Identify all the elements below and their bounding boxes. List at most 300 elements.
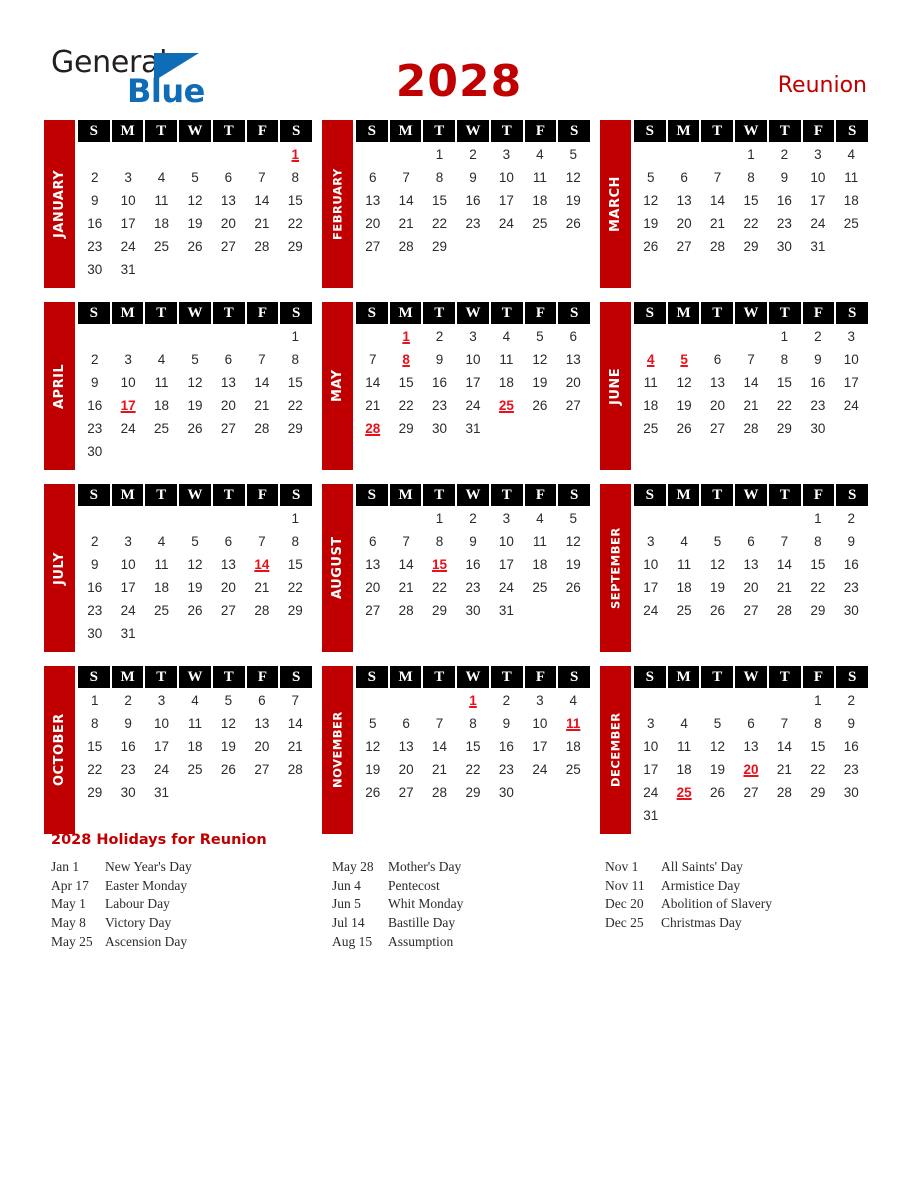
day-cell-empty bbox=[734, 689, 767, 712]
day-cell-holiday: 5 bbox=[680, 352, 688, 367]
day-cells bbox=[356, 507, 590, 622]
day-cell: 16 bbox=[87, 398, 103, 413]
day-cell: 24 bbox=[843, 398, 859, 413]
day-cell: 30 bbox=[87, 626, 103, 641]
day-cell-empty bbox=[701, 143, 734, 166]
day-cells bbox=[356, 689, 590, 804]
day-cell: 12 bbox=[532, 352, 548, 367]
weekday-header-cell: M bbox=[390, 484, 422, 506]
day-cell: 17 bbox=[120, 216, 136, 231]
weekday-header-row bbox=[78, 484, 312, 506]
month-name-label: AUGUST bbox=[330, 536, 345, 600]
day-cell-empty bbox=[145, 325, 178, 348]
day-cell: 1 bbox=[435, 511, 444, 526]
day-cell-empty bbox=[212, 440, 245, 463]
day-cell: 4 bbox=[680, 534, 688, 549]
day-cell-empty bbox=[178, 440, 211, 463]
day-cell: 8 bbox=[291, 534, 300, 549]
day-cell-empty bbox=[245, 440, 278, 463]
day-cell: 14 bbox=[398, 557, 414, 572]
day-cell: 2 bbox=[469, 147, 477, 162]
day-cell: 3 bbox=[847, 329, 856, 344]
day-cell: 12 bbox=[710, 557, 726, 572]
day-cell: 21 bbox=[776, 580, 792, 595]
month-block bbox=[322, 302, 590, 470]
month-block bbox=[322, 120, 590, 288]
day-cell: 17 bbox=[643, 762, 659, 777]
holiday-date: May 1 bbox=[51, 896, 86, 912]
day-cell: 6 bbox=[402, 716, 410, 731]
day-cell: 23 bbox=[87, 603, 103, 618]
weekday-header-cell: T bbox=[213, 302, 245, 324]
holiday-name: New Year's Day bbox=[105, 859, 192, 875]
weekday-header-cell: W bbox=[735, 120, 767, 142]
day-cell: 22 bbox=[743, 216, 759, 231]
day-cell-empty bbox=[667, 143, 700, 166]
weekday-header-cell: W bbox=[457, 120, 489, 142]
day-cell: 28 bbox=[710, 239, 726, 254]
day-cell-empty bbox=[212, 507, 245, 530]
day-cell: 20 bbox=[398, 762, 414, 777]
day-cell: 4 bbox=[502, 329, 511, 344]
day-cell: 22 bbox=[287, 398, 303, 413]
weekday-header-cell: S bbox=[280, 484, 312, 506]
day-cell: 17 bbox=[643, 580, 659, 595]
day-cell-holiday: 1 bbox=[469, 693, 477, 708]
day-cell: 31 bbox=[465, 421, 481, 436]
month-name-label: MAY bbox=[330, 369, 345, 403]
month-name-label: FEBRUARY bbox=[330, 168, 345, 240]
day-cell: 29 bbox=[287, 421, 303, 436]
day-cell: 20 bbox=[565, 375, 581, 390]
day-cell: 13 bbox=[365, 193, 381, 208]
month-name-label: SEPTEMBER bbox=[608, 527, 623, 609]
day-cell: 22 bbox=[432, 216, 448, 231]
day-cell: 17 bbox=[498, 557, 514, 572]
day-cell: 25 bbox=[154, 421, 170, 436]
day-cell: 27 bbox=[743, 603, 759, 618]
month-day-grid bbox=[634, 120, 868, 258]
day-cell: 12 bbox=[565, 534, 581, 549]
day-cell: 14 bbox=[776, 739, 792, 754]
weekday-header-cell: S bbox=[558, 120, 590, 142]
day-cell: 29 bbox=[287, 603, 303, 618]
day-cell-holiday: 8 bbox=[402, 352, 410, 367]
day-cell-empty bbox=[835, 235, 868, 258]
holiday-name: All Saints' Day bbox=[661, 859, 743, 875]
day-cell: 20 bbox=[220, 398, 236, 413]
day-cell: 21 bbox=[432, 762, 448, 777]
day-cell: 25 bbox=[154, 239, 170, 254]
day-cell-empty bbox=[111, 440, 144, 463]
day-cell: 11 bbox=[187, 716, 202, 731]
holidays-section bbox=[51, 832, 891, 951]
day-cell: 30 bbox=[465, 603, 481, 618]
day-cell: 29 bbox=[287, 239, 303, 254]
day-cell: 29 bbox=[432, 239, 448, 254]
day-cells bbox=[78, 689, 312, 804]
day-cell-empty bbox=[667, 804, 700, 827]
day-cell-empty bbox=[212, 143, 245, 166]
day-cell: 11 bbox=[844, 170, 859, 185]
month-block bbox=[322, 484, 590, 652]
day-cell-holiday: 1 bbox=[291, 147, 300, 162]
holiday-name: Easter Monday bbox=[105, 877, 188, 893]
weekday-header-row bbox=[78, 302, 312, 324]
day-cell: 12 bbox=[710, 739, 726, 754]
day-cell: 5 bbox=[368, 716, 377, 731]
day-cell: 29 bbox=[432, 603, 448, 618]
day-cell: 9 bbox=[847, 716, 856, 731]
weekday-header-cell: M bbox=[112, 120, 144, 142]
month-name-label: NOVEMBER bbox=[330, 711, 345, 789]
day-cell: 18 bbox=[532, 193, 548, 208]
weekday-header-cell: T bbox=[491, 302, 523, 324]
day-cell: 16 bbox=[465, 193, 481, 208]
day-cell: 8 bbox=[814, 716, 822, 731]
holiday-date: Jan 1 bbox=[51, 859, 80, 875]
weekday-header-cell: T bbox=[701, 120, 733, 142]
day-cell: 24 bbox=[498, 580, 514, 595]
month-name-label: OCTOBER bbox=[52, 713, 67, 787]
day-cell: 18 bbox=[676, 580, 692, 595]
day-cell: 30 bbox=[87, 444, 103, 459]
holidays-title: 2028 Holidays for Reunion bbox=[51, 832, 267, 848]
day-cell: 19 bbox=[365, 762, 381, 777]
day-cell: 21 bbox=[287, 739, 303, 754]
weekday-header-cell: S bbox=[280, 666, 312, 688]
day-cell: 6 bbox=[224, 534, 233, 549]
day-cell: 15 bbox=[810, 557, 826, 572]
day-cell: 28 bbox=[254, 421, 270, 436]
month-day-grid bbox=[634, 484, 868, 622]
day-cell: 24 bbox=[498, 216, 514, 231]
holiday-list-item bbox=[605, 895, 883, 914]
day-cell: 19 bbox=[187, 216, 203, 231]
holiday-list-item bbox=[332, 914, 603, 933]
day-cell: 5 bbox=[713, 716, 722, 731]
day-cell: 23 bbox=[843, 762, 859, 777]
holiday-list-item bbox=[51, 895, 328, 914]
weekday-header-row bbox=[634, 302, 868, 324]
holiday-name: Abolition of Slavery bbox=[661, 896, 772, 912]
day-cell-empty bbox=[245, 622, 278, 645]
day-cell: 10 bbox=[154, 716, 170, 731]
day-cell: 30 bbox=[432, 421, 448, 436]
day-cell-empty bbox=[835, 417, 868, 440]
weekday-header-cell: T bbox=[423, 120, 455, 142]
day-cell: 24 bbox=[643, 785, 659, 800]
day-cell: 22 bbox=[432, 580, 448, 595]
holiday-list-item bbox=[332, 877, 603, 896]
day-cell: 8 bbox=[90, 716, 99, 731]
month-block bbox=[44, 484, 312, 652]
day-cell: 13 bbox=[565, 352, 581, 367]
weekday-header-cell: T bbox=[213, 484, 245, 506]
month-day-grid bbox=[634, 666, 868, 827]
day-cell: 29 bbox=[398, 421, 414, 436]
holiday-column bbox=[51, 858, 328, 951]
weekday-header-row bbox=[356, 666, 590, 688]
day-cells bbox=[634, 507, 868, 622]
day-cell: 12 bbox=[365, 739, 381, 754]
day-cell: 27 bbox=[710, 421, 726, 436]
day-cell-empty bbox=[178, 258, 211, 281]
day-cell: 2 bbox=[847, 511, 856, 526]
holiday-list-item bbox=[51, 858, 328, 877]
day-cell: 9 bbox=[90, 193, 99, 208]
day-cell: 19 bbox=[220, 739, 236, 754]
weekday-header-cell: T bbox=[423, 302, 455, 324]
day-cell: 25 bbox=[843, 216, 859, 231]
weekday-header-cell: S bbox=[356, 120, 388, 142]
day-cell-empty bbox=[667, 325, 700, 348]
weekday-header-cell: W bbox=[179, 666, 211, 688]
day-cell: 9 bbox=[124, 716, 132, 731]
day-cell-empty bbox=[523, 417, 556, 440]
day-cell: 22 bbox=[398, 398, 414, 413]
day-cell: 13 bbox=[254, 716, 270, 731]
day-cell: 12 bbox=[643, 193, 659, 208]
day-cell: 19 bbox=[187, 580, 203, 595]
day-cell-empty bbox=[212, 258, 245, 281]
weekday-header-cell: W bbox=[179, 120, 211, 142]
day-cell-holiday: 1 bbox=[402, 329, 410, 344]
weekday-header-cell: S bbox=[78, 666, 110, 688]
day-cell: 2 bbox=[847, 693, 856, 708]
day-cell: 5 bbox=[191, 352, 199, 367]
day-cell: 27 bbox=[676, 239, 692, 254]
day-cell: 22 bbox=[810, 580, 826, 595]
day-cell-empty bbox=[212, 622, 245, 645]
day-cell: 2 bbox=[502, 693, 511, 708]
day-cell: 23 bbox=[843, 580, 859, 595]
weekday-header-cell: T bbox=[213, 666, 245, 688]
holiday-date: Jun 5 bbox=[332, 896, 361, 912]
holiday-date: May 8 bbox=[51, 915, 86, 931]
day-cell-empty bbox=[456, 235, 489, 258]
day-cell: 10 bbox=[498, 534, 514, 549]
weekday-header-row bbox=[356, 120, 590, 142]
weekday-header-cell: T bbox=[701, 666, 733, 688]
day-cell: 26 bbox=[565, 216, 581, 231]
day-cell-empty bbox=[212, 325, 245, 348]
day-cell: 8 bbox=[747, 170, 755, 185]
month-block bbox=[600, 120, 868, 288]
day-cell-empty bbox=[523, 235, 556, 258]
day-cell-empty bbox=[557, 417, 590, 440]
month-block bbox=[600, 666, 868, 834]
day-cell: 25 bbox=[532, 580, 548, 595]
day-cell: 29 bbox=[87, 785, 103, 800]
day-cells bbox=[78, 507, 312, 645]
day-cell: 26 bbox=[187, 421, 203, 436]
day-cell-empty bbox=[245, 258, 278, 281]
day-cell: 14 bbox=[776, 557, 792, 572]
day-cell-empty bbox=[768, 804, 801, 827]
day-cell: 4 bbox=[569, 693, 578, 708]
day-cell-empty bbox=[667, 689, 700, 712]
weekday-header-row bbox=[356, 484, 590, 506]
holiday-date: Apr 17 bbox=[51, 877, 89, 893]
day-cell: 9 bbox=[469, 170, 477, 185]
weekday-header-cell: M bbox=[112, 484, 144, 506]
day-cell: 10 bbox=[843, 352, 859, 367]
day-cell-empty bbox=[356, 507, 389, 530]
holiday-name: Assumption bbox=[388, 933, 454, 949]
weekday-header-cell: W bbox=[735, 666, 767, 688]
holiday-date: Nov 1 bbox=[605, 859, 639, 875]
day-cell: 7 bbox=[291, 693, 300, 708]
day-cell: 18 bbox=[532, 557, 548, 572]
day-cell: 18 bbox=[843, 193, 859, 208]
month-block bbox=[600, 302, 868, 470]
day-cell: 26 bbox=[710, 603, 726, 618]
day-cell: 21 bbox=[743, 398, 759, 413]
day-cell: 5 bbox=[569, 511, 578, 526]
day-cell: 27 bbox=[220, 603, 236, 618]
weekday-header-row bbox=[78, 120, 312, 142]
day-cell: 24 bbox=[154, 762, 170, 777]
day-cell-empty bbox=[634, 325, 667, 348]
day-cell: 26 bbox=[676, 421, 692, 436]
day-cell: 29 bbox=[810, 785, 826, 800]
day-cell: 15 bbox=[287, 375, 303, 390]
day-cell: 28 bbox=[254, 603, 270, 618]
day-cell: 7 bbox=[435, 716, 444, 731]
day-cell: 26 bbox=[532, 398, 548, 413]
day-cell: 17 bbox=[120, 580, 136, 595]
day-cell: 27 bbox=[365, 239, 381, 254]
weekday-header-cell: F bbox=[247, 120, 279, 142]
day-cell: 5 bbox=[536, 329, 544, 344]
day-cell: 12 bbox=[220, 716, 236, 731]
day-cell: 6 bbox=[368, 534, 377, 549]
day-cell: 22 bbox=[287, 216, 303, 231]
day-cell: 3 bbox=[469, 329, 477, 344]
day-cell: 7 bbox=[258, 534, 266, 549]
day-cell: 6 bbox=[258, 693, 266, 708]
day-cell: 9 bbox=[814, 352, 822, 367]
holiday-date: May 28 bbox=[332, 859, 374, 875]
day-cell: 3 bbox=[646, 716, 655, 731]
day-cell: 15 bbox=[743, 193, 759, 208]
day-cell-empty bbox=[734, 804, 767, 827]
day-cell: 28 bbox=[398, 603, 414, 618]
day-cell: 1 bbox=[747, 147, 755, 162]
day-cell: 20 bbox=[254, 739, 270, 754]
weekday-header-cell: F bbox=[803, 302, 835, 324]
day-cell: 14 bbox=[432, 739, 448, 754]
day-cell-empty bbox=[423, 689, 456, 712]
day-cell: 4 bbox=[157, 170, 166, 185]
day-cell: 14 bbox=[743, 375, 759, 390]
day-cell: 15 bbox=[810, 739, 826, 754]
day-cell: 19 bbox=[565, 193, 581, 208]
day-cell: 12 bbox=[187, 193, 203, 208]
holiday-list-item bbox=[332, 895, 603, 914]
day-cell: 12 bbox=[565, 170, 581, 185]
weekday-header-cell: T bbox=[769, 666, 801, 688]
day-cell: 9 bbox=[780, 170, 789, 185]
day-cell-empty bbox=[145, 258, 178, 281]
day-cell: 6 bbox=[368, 170, 377, 185]
day-cell: 3 bbox=[124, 352, 132, 367]
day-cell: 7 bbox=[747, 352, 755, 367]
day-cell-empty bbox=[111, 143, 144, 166]
day-cell: 16 bbox=[843, 557, 859, 572]
weekday-header-cell: T bbox=[145, 666, 177, 688]
weekday-header-cell: S bbox=[558, 302, 590, 324]
day-cell: 4 bbox=[847, 147, 856, 162]
day-cell: 12 bbox=[676, 375, 692, 390]
day-cell-empty bbox=[557, 781, 590, 804]
day-cell: 19 bbox=[565, 557, 581, 572]
day-cell: 18 bbox=[498, 375, 514, 390]
holiday-date: Jun 4 bbox=[332, 877, 361, 893]
day-cell: 27 bbox=[565, 398, 581, 413]
day-cell: 16 bbox=[87, 216, 103, 231]
day-cell: 11 bbox=[677, 557, 692, 572]
day-cell: 10 bbox=[120, 375, 136, 390]
day-cells bbox=[356, 143, 590, 258]
day-cell: 15 bbox=[432, 193, 448, 208]
weekday-header-cell: W bbox=[179, 302, 211, 324]
day-cell: 24 bbox=[120, 239, 136, 254]
day-cell: 7 bbox=[402, 170, 410, 185]
day-cell-empty bbox=[78, 507, 111, 530]
holiday-name: Pentecost bbox=[388, 877, 440, 893]
weekday-header-cell: T bbox=[145, 484, 177, 506]
day-cell: 11 bbox=[532, 170, 547, 185]
month-day-grid bbox=[356, 120, 590, 258]
day-cell: 11 bbox=[499, 352, 514, 367]
day-cell: 25 bbox=[532, 216, 548, 231]
day-cell-empty bbox=[389, 143, 422, 166]
day-cell-empty bbox=[490, 417, 523, 440]
day-cell: 16 bbox=[120, 739, 136, 754]
day-cell-holiday: 15 bbox=[432, 557, 448, 572]
day-cell: 22 bbox=[87, 762, 103, 777]
day-cell: 20 bbox=[365, 580, 381, 595]
day-cell: 28 bbox=[776, 785, 792, 800]
day-cell: 28 bbox=[776, 603, 792, 618]
day-cell: 28 bbox=[432, 785, 448, 800]
day-cell: 20 bbox=[220, 216, 236, 231]
weekday-header-cell: S bbox=[558, 666, 590, 688]
day-cell: 3 bbox=[157, 693, 166, 708]
months-grid bbox=[44, 120, 878, 848]
day-cell-empty bbox=[701, 804, 734, 827]
day-cell: 17 bbox=[843, 375, 859, 390]
month-name-label: APRIL bbox=[52, 363, 67, 409]
day-cell: 16 bbox=[843, 739, 859, 754]
weekday-header-row bbox=[356, 302, 590, 324]
day-cell: 26 bbox=[187, 239, 203, 254]
day-cell: 4 bbox=[536, 147, 544, 162]
holiday-name: Whit Monday bbox=[388, 896, 464, 912]
day-cell: 21 bbox=[776, 762, 792, 777]
day-cell: 14 bbox=[287, 716, 303, 731]
holiday-name: Armistice Day bbox=[661, 877, 741, 893]
weekday-header-cell: W bbox=[735, 484, 767, 506]
day-cell: 2 bbox=[90, 170, 99, 185]
month-name-label: MARCH bbox=[608, 176, 623, 232]
weekday-header-cell: F bbox=[247, 666, 279, 688]
day-cell: 8 bbox=[814, 534, 822, 549]
month-day-grid bbox=[78, 666, 312, 804]
day-cell: 21 bbox=[254, 216, 270, 231]
